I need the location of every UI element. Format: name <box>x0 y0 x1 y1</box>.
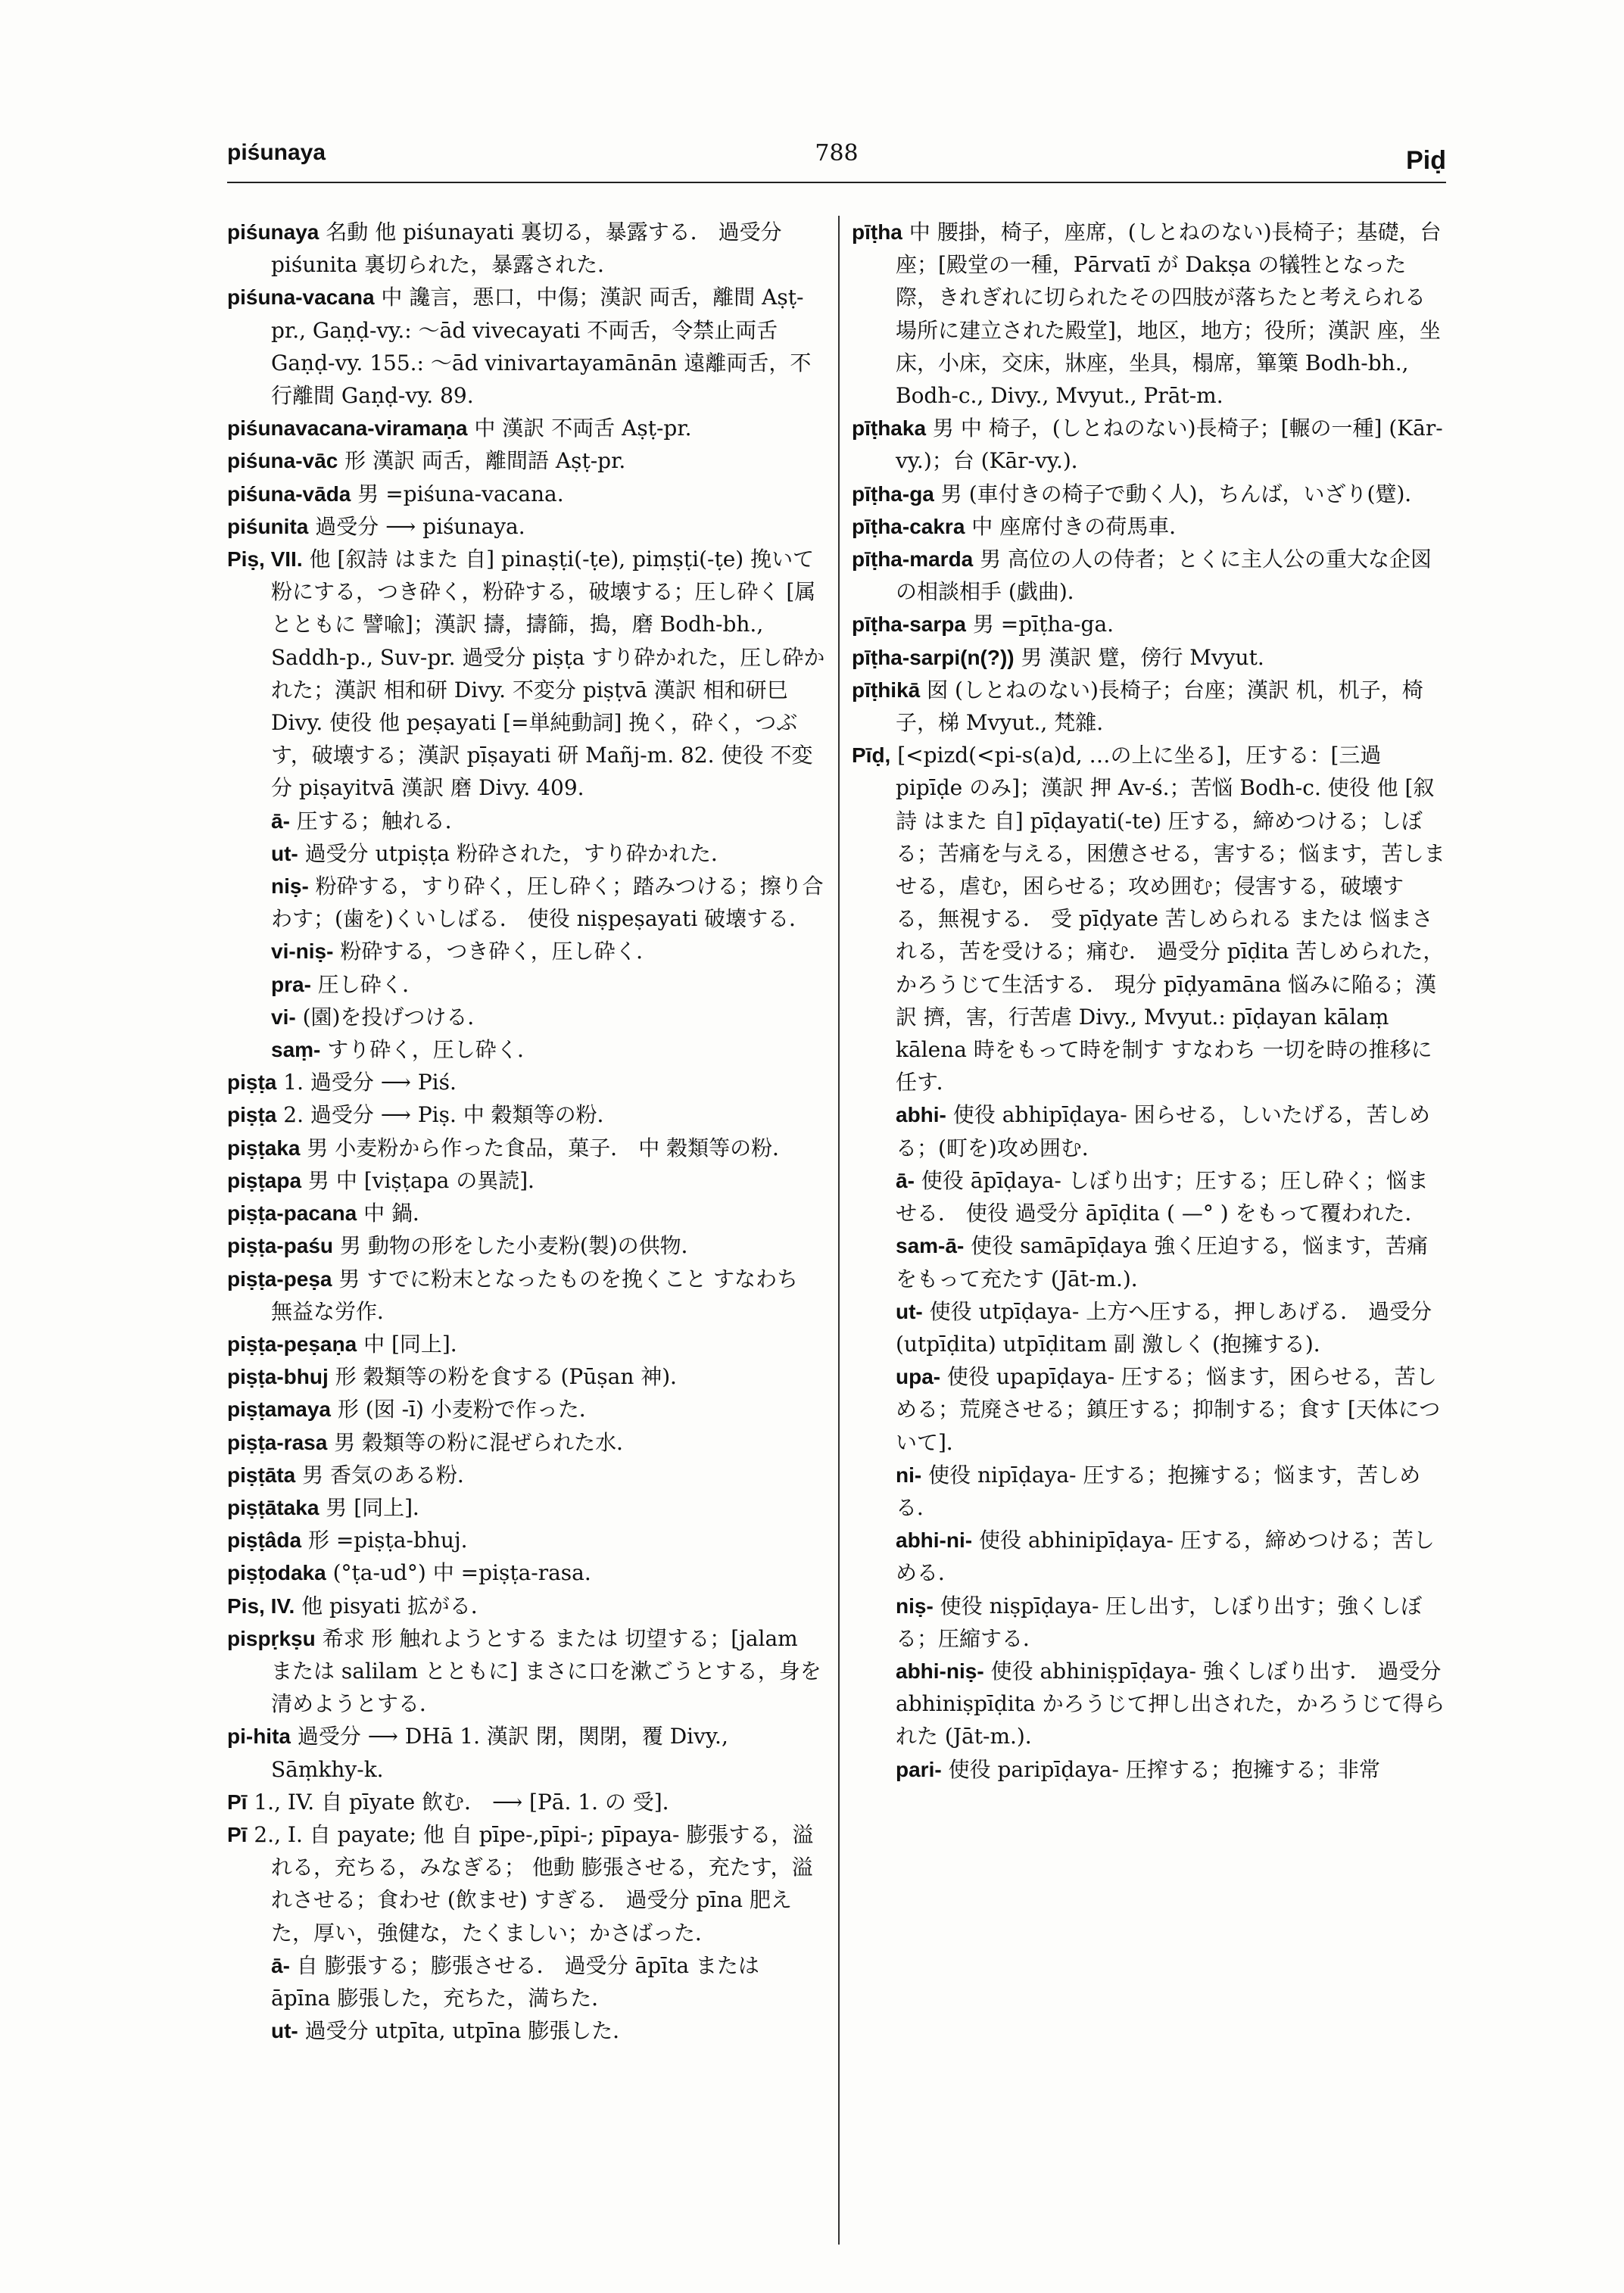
dictionary-entry <box>227 1197 825 1229</box>
dictionary-entry <box>227 1818 825 1949</box>
dictionary-entry <box>227 1556 825 1589</box>
dictionary-entry <box>227 1426 825 1459</box>
headword: ut- <box>896 1299 923 1323</box>
dictionary-entry <box>227 543 825 805</box>
headword: abhi- <box>896 1103 946 1127</box>
definition: 男 (車付きの椅子で動く人)，ちんば，いざり(躄)． <box>934 481 1426 506</box>
definition: 男 すでに粉末となったものを挽くこと すなわち 無益な労作． <box>271 1266 799 1324</box>
dictionary-entry <box>227 1590 825 1622</box>
headword: piṣṭa-peṣaṇa <box>227 1332 357 1356</box>
sub-entry <box>227 805 825 837</box>
definition: 中 鍋． <box>357 1201 434 1226</box>
definition: 使役 nipīḍaya- 圧する；抱擁する；悩ます，苦しめる． <box>896 1462 1421 1520</box>
dictionary-entry <box>227 510 825 543</box>
header-rule <box>227 182 1446 183</box>
sub-entry <box>227 1033 825 1066</box>
definition: 圧し砕く． <box>310 971 424 997</box>
headword: piṣṭa-bhuj <box>227 1365 329 1389</box>
definition: 2., I. 自 payate; 他 自 pīpe-,pīpi-; pīpaya- 膨張する，溢れる，充ちる，みなぎる； 他動 膨張させる，充たす，溢れさせる；食わせ (飲ませ) すぎる． 過受分 pīna 肥えた，厚い，強健な，たくましい；かさばった． <box>247 1821 814 1946</box>
headword: niṣ- <box>896 1594 934 1618</box>
definition: 希求 形 触れようとする または 切望する；[jalam または salilam とともに] まさに口を漱ごうとする，身を清めようとする． <box>271 1625 821 1717</box>
sub-entry <box>852 1164 1446 1229</box>
definition: 男 小麦粉から作った食品，菓子． 中 穀類等の粉． <box>300 1135 794 1161</box>
headword: piṣṭamaya <box>227 1397 331 1422</box>
dictionary-entry <box>852 739 1446 1098</box>
sub-entry <box>852 1295 1446 1360</box>
definition: 名動 他 piśunayati 裏切る，暴露する． 過受分 piśunita 裏切られた，暴露された． <box>271 220 782 278</box>
dictionary-entry <box>227 1360 825 1393</box>
dictionary-entry <box>227 216 825 281</box>
headword: piṣṭāta <box>227 1463 296 1487</box>
definition: 男 動物の形をした小麦粉(製)の供物． <box>333 1233 703 1259</box>
sub-entry <box>852 1229 1446 1294</box>
headword: pīṭha-sarpi(n(?)) <box>852 645 1015 669</box>
headword: piṣṭapa <box>227 1168 302 1192</box>
definition: 男 高位の人の侍者；とくに主人公の重大な企図の相談相手 (戯曲)． <box>896 547 1432 605</box>
definition: 自 膨張する；膨張させる． 過受分 āpīta または āpīna 膨張した，充ちた，満ちた． <box>271 1952 759 2011</box>
definition: 圧する；触れる． <box>289 808 466 833</box>
headword: upa- <box>896 1365 941 1389</box>
dictionary-entry <box>227 1328 825 1360</box>
page-number: 788 <box>815 140 859 167</box>
sub-entry <box>227 837 825 870</box>
headword: pari- <box>896 1757 942 1781</box>
dictionary-entry <box>227 1720 825 1785</box>
headword: pīṭha-marda <box>852 547 974 572</box>
definition: 中 座席付きの荷馬車． <box>965 513 1191 539</box>
definition: 使役 abhipīḍaya- 困らせる，しいたげる，苦しめる；(町を)攻め囲む． <box>896 1102 1430 1161</box>
headword: piṣṭaka <box>227 1136 301 1160</box>
definition: 他 pisyati 拡がる． <box>295 1593 492 1618</box>
dictionary-entry <box>227 1786 825 1818</box>
sub-entry <box>852 1459 1446 1524</box>
headword: piṣṭa <box>227 1070 277 1095</box>
definition: 形 =piṣṭa-bhuj. <box>301 1528 468 1553</box>
definition: 粉砕する，すり砕く，圧し砕く；踏みつける；擦り合わす；(歯を)くいしばる． 使役 niṣpeṣayati 破壊する． <box>271 874 824 932</box>
running-head-left: piśunaya <box>227 140 326 165</box>
definition: すり砕く，圧し砕く． <box>320 1037 539 1063</box>
sub-entry <box>227 968 825 1001</box>
headword: piṣṭātaka <box>227 1495 320 1519</box>
definition: 男 =pīṭha-ga. <box>965 612 1114 637</box>
sub-entry <box>227 2014 825 2047</box>
definition: 囡 (しとねのない)長椅子；台座；漢訳 机，机子，椅子，梯 Mvyut., 梵雜. <box>896 677 1423 736</box>
definition: 中 腰掛，椅子，座席，(しとねのない)長椅子；基礎，台座；[殿堂の一種，Pārvatī が Dakṣa の犠牲となった際，きれぎれに切られたその四肢が落ちたと考えられる場所に建立された殿堂]，地区，地方；役所；漢訳 座，坐床，小床，交床，牀座，坐具，榻席，篳篥 Bodh-bh., Bodh-c., Divy., Mvyut., Prāt-m. <box>896 220 1442 409</box>
dictionary-entry <box>227 1229 825 1262</box>
definition: 他 [叙詩 はまた 自] pinaṣṭi(-ṭe), piṃṣṭi(-ṭe) 挽いて粉にする，つき砕く，粉砕する，破壊する；圧し砕く [属 とともに 譬喩]；漢訳 擣，擣篩，搗，磨 Bodh-bh., Saddh-p., Suv-pr. 過受分 piṣṭa すり砕かれた，圧し砕かれた；漢訳 相和研 Divy. 不変分 piṣṭvā 漢訳 相和研巳 Divy. 使役 他 peṣayati [=単純動詞] 挽く，砕く，つぶす，破壊する；漢訳 pīṣayati 研 Mañj-m. 82. 使役 不変分 piṣayitvā 漢訳 磨 Divy. 409. <box>271 547 825 801</box>
headword: Pī <box>227 1822 248 1846</box>
running-head-right: Piḍ <box>1406 146 1446 175</box>
headword: vi- <box>271 1005 296 1029</box>
headword: Pī <box>227 1790 248 1814</box>
sub-entry <box>852 1360 1446 1459</box>
dictionary-entry <box>227 1132 825 1164</box>
headword: pīṭha <box>852 220 902 244</box>
definition: 使役 niṣpīḍaya- 圧し出す，しぼり出す；強くしぼる；圧縮する． <box>896 1593 1423 1651</box>
definition: 形 穀類等の粉を食する (Pūṣan 神)． <box>328 1364 692 1390</box>
headword: ā- <box>271 1953 290 1977</box>
headword: piṣṭa-rasa <box>227 1430 328 1454</box>
definition: 使役 upapīḍaya- 圧する；悩ます，困らせる，苦しめる；荒廃させる；鎮圧する；抑制する；食す [天体について]． <box>896 1364 1441 1455</box>
headword: piṣṭâda <box>227 1528 302 1553</box>
sub-entry <box>227 1949 825 2014</box>
dictionary-entry <box>227 1164 825 1197</box>
headword: ut- <box>271 841 298 865</box>
sub-entry <box>227 1001 825 1033</box>
dictionary-entry <box>227 1393 825 1425</box>
headword: piśuna-vāc <box>227 449 338 473</box>
headword: ā- <box>271 808 290 833</box>
left-column <box>227 216 825 2047</box>
headword: abhi-niṣ- <box>896 1659 984 1683</box>
dictionary-entry <box>227 1066 825 1098</box>
definition: 使役 samāpīḍaya 強く圧迫する，悩ます，苦痛をもって充たす (Jāt-m.)． <box>896 1233 1429 1291</box>
headword: piṣṭa-paśu <box>227 1234 334 1258</box>
headword: Piṣ, VII. <box>227 547 303 572</box>
right-column <box>852 216 1446 1786</box>
definition: 過受分 utpīta, utpīna 膨張した． <box>298 2018 634 2044</box>
headword: ā- <box>896 1168 915 1192</box>
sub-entry <box>852 1098 1446 1164</box>
definition: 男 中 椅子，(しとねのない)長椅子；[輾の一種] (Kār-vy.)；台 (Kār-vy.)． <box>896 416 1443 474</box>
headword: piṣṭa <box>227 1103 277 1127</box>
dictionary-entry <box>227 1459 825 1491</box>
dictionary-entry <box>852 543 1446 608</box>
sub-entry <box>227 870 825 935</box>
headword: pīṭhikā <box>852 678 921 702</box>
definition: 使役 abhinipīḍaya- 圧する，締めつける；苦しめる． <box>896 1528 1435 1586</box>
headword: piśuna-vāda <box>227 481 351 506</box>
definition: 男 =piśuna-vacana. <box>351 481 564 506</box>
sub-entry <box>852 1655 1446 1753</box>
definition: 男 中 [viṣṭapa の異読]． <box>301 1167 550 1193</box>
definition: 2. 過受分 ⟶ Piṣ. 中 穀類等の粉． <box>276 1102 619 1128</box>
headword: ut- <box>271 2019 298 2043</box>
dictionary-entry <box>852 216 1446 412</box>
headword: Pīḍ, <box>852 743 891 768</box>
dictionary-entry <box>852 510 1446 543</box>
headword: piṣṭa-pacana <box>227 1201 357 1226</box>
definition: [<pizd(<pi-s(a)d, …の上に坐る]，圧する：[三過 pipīḍe のみ]；漢訳 押 Av-ś.；苦悩 Bodh-c. 使役 他 [叙詩 はまた 自] pīḍayati(-te) 圧する，締めつける；しぼる；苦痛を与える，困憊させる，害する；悩ます，苦しませる，虐む，困らせる；攻め囲む；侵害する，破壊する，無視する． 受 pīḍyate 苦しめられる または 悩まされる，苦を受ける；痛む． 過受分 pīḍita 苦しめられた，かろうじて生活する． 現分 pīḍyamāna 悩みに陥る；漢訳 擠，害，行苦虐 Divy., Mvyut.: pīḍayan kālaṃ kālena 時をもって時を制す すなわち 一切を時の推移に任す． <box>890 743 1445 1095</box>
headword: vi-niṣ- <box>271 939 334 964</box>
definition: 中 讒言，悪口，中傷；漢訳 両舌，離間 Aṣṭ-pr., Gaṇḍ-vy.: ～ād vivecayati 不両舌，令禁止両舌 Gaṇḍ-vy. 155.: ～ād vinivartayamānān 遠離両舌，不行離間 Gaṇḍ-vy. 89. <box>271 285 812 409</box>
definition: 1., IV. 自 pīyate 飲む． ⟶ [Pā. 1. の 受]． <box>247 1789 684 1815</box>
headword: ni- <box>896 1463 922 1487</box>
headword: pīṭha-cakra <box>852 514 965 538</box>
headword: piṣṭodaka <box>227 1561 326 1585</box>
definition: 1. 過受分 ⟶ Piś. <box>276 1070 457 1095</box>
column-divider <box>838 216 840 2245</box>
definition: 使役 āpīḍaya- しぼり出す；圧する；圧し砕く；悩ませる． 使役 過受分 āpīḍita ( —° ) をもって覆われた． <box>896 1167 1429 1226</box>
dictionary-entry <box>852 478 1446 510</box>
headword: abhi-ni- <box>896 1528 973 1553</box>
headword: Pis, IV. <box>227 1594 295 1618</box>
dictionary-entry <box>227 1622 825 1721</box>
definition: 使役 paripīḍaya- 圧搾する；抱擁する；非常 <box>941 1756 1380 1782</box>
headword: niṣ- <box>271 874 309 899</box>
definition: 形 (囡 -ī) 小麦粉で作った． <box>330 1397 600 1422</box>
headword: pra- <box>271 972 311 996</box>
definition: 使役 utpīḍaya- 上方へ圧する，押しあげる． 過受分 (utpīḍita) utpīḍitam 副 激しく (抱擁する)． <box>896 1298 1432 1357</box>
definition: 粉砕する，つき砕く，圧し砕く． <box>333 939 658 964</box>
dictionary-entry <box>852 674 1446 739</box>
sub-entry <box>852 1524 1446 1589</box>
headword: pispṛkṣu <box>227 1626 316 1650</box>
headword: pīṭha-ga <box>852 481 934 506</box>
headword: piṣṭa-peṣa <box>227 1266 332 1291</box>
page-header <box>227 140 1446 185</box>
sub-entry <box>852 1590 1446 1655</box>
definition: 過受分 utpiṣṭa 粉砕された，すり砕かれた． <box>298 840 732 866</box>
headword: piśunavacana-viramaṇa <box>227 416 468 441</box>
definition: 使役 abhiniṣpīḍaya- 強くしぼり出す． 過受分 abhiniṣpīḍita かろうじて押し出された，かろうじて得られた (Jāt-m.)． <box>896 1658 1445 1749</box>
dictionary-entry <box>227 1263 825 1328</box>
definition: 男 漢訳 躄，傍行 Mvyut. <box>1014 644 1264 670</box>
headword: pīṭhaka <box>852 416 927 441</box>
definition: 男 [同上]． <box>319 1494 435 1520</box>
dictionary-entry <box>852 608 1446 640</box>
definition: (園)を投げつける． <box>295 1004 489 1030</box>
headword: pīṭha-sarpa <box>852 612 966 637</box>
headword: sam-ā- <box>896 1234 965 1258</box>
sub-entry <box>852 1753 1446 1786</box>
definition: (°ṭa-ud°) 中 =piṣṭa-rasa. <box>326 1560 591 1586</box>
definition: 男 香気のある粉． <box>295 1462 479 1488</box>
dictionary-entry <box>227 444 825 477</box>
sub-entry <box>227 935 825 967</box>
headword: piśunaya <box>227 220 320 244</box>
definition: 中 漢訳 不両舌 Aṣṭ-pr. <box>467 416 692 441</box>
dictionary-entry <box>227 412 825 444</box>
definition: 過受分 ⟶ piśunaya. <box>308 513 525 539</box>
definition: 男 穀類等の粉に混ぜられた水． <box>327 1429 638 1455</box>
dictionary-entry <box>227 1098 825 1131</box>
dictionary-entry <box>227 281 825 412</box>
dictionary-entry <box>852 412 1446 477</box>
headword: piśunita <box>227 514 309 538</box>
dictionary-entry <box>227 1491 825 1524</box>
headword: pi-hita <box>227 1724 291 1749</box>
definition: 過受分 ⟶ DHā 1. 漢訳 閉，関閉，覆 Divy., Sāṃkhy-k. <box>271 1724 728 1782</box>
dictionary-entry <box>852 641 1446 674</box>
definition: 形 漢訳 両舌，離間語 Aṣṭ-pr. <box>338 448 626 474</box>
dictionary-entry <box>227 1524 825 1556</box>
dictionary-entry <box>227 478 825 510</box>
definition: 中 [同上]． <box>357 1331 472 1357</box>
headword: saṃ- <box>271 1038 321 1062</box>
headword: piśuna-vacana <box>227 285 375 310</box>
